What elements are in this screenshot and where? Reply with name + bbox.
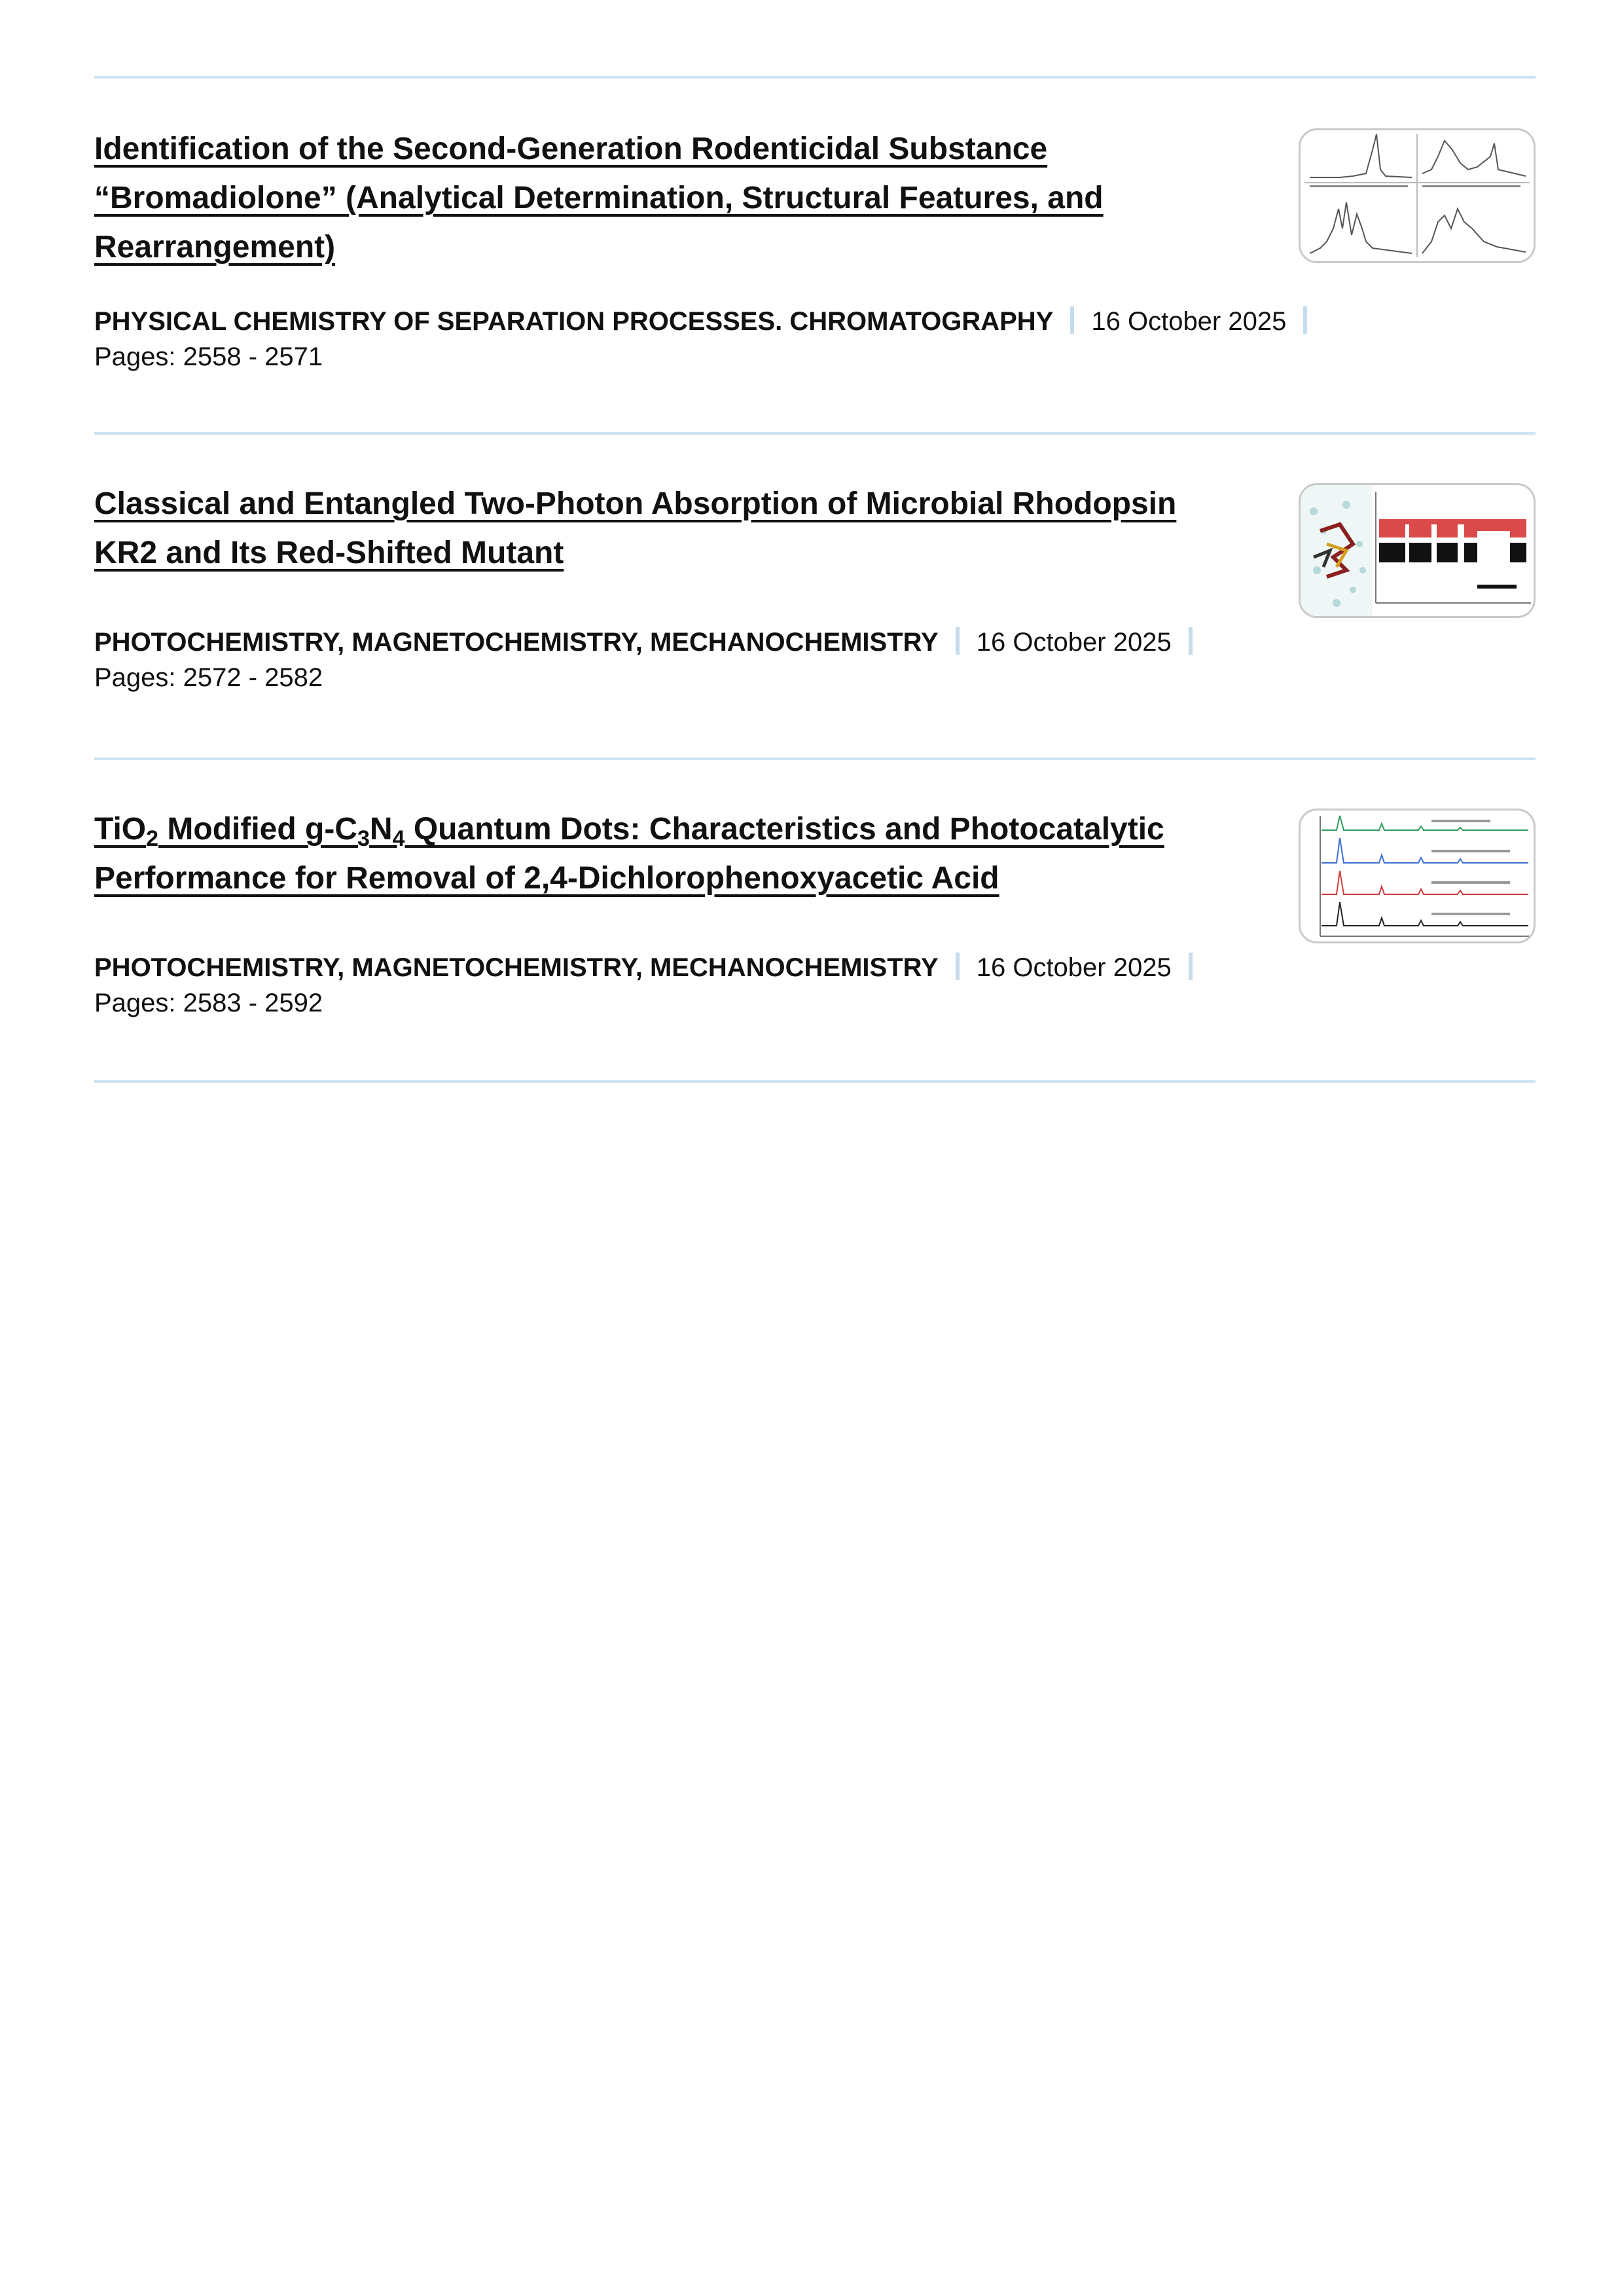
article-section[interactable]: PHOTOCHEMISTRY, MAGNETOCHEMISTRY, MECHANOCHEMISTRY: [94, 953, 939, 982]
article-title-link[interactable]: [94, 812, 1164, 896]
article-item: [94, 805, 1536, 1047]
divider-bottom: [94, 1080, 1536, 1083]
article-item: [94, 124, 1536, 386]
title-line: Performance for Removal of 2,4-Dichlorophenoxyacetic Acid: [94, 861, 999, 896]
meta-separator: [1189, 627, 1193, 655]
article-title: [94, 805, 1246, 903]
title-line: Rearrangement): [94, 230, 336, 264]
rhodopsin-thumbnail-image: [1301, 485, 1534, 616]
chromatogram-thumbnail-image: [1301, 130, 1534, 261]
title-text: TiO: [94, 812, 147, 847]
divider-1: [94, 432, 1536, 435]
xrd-spectra-thumbnail-image: [1301, 811, 1534, 941]
title-text: Quantum Dots: Characteristics and Photocatalytic: [404, 812, 1164, 847]
title-text: N: [369, 812, 393, 847]
title-line: “Bromadiolone” (Analytical Determination, Structural Features, and: [94, 181, 1104, 215]
article-title-link[interactable]: [94, 132, 1104, 264]
title-line: Identification of the Second-Generation Rodenticidal Substance: [94, 132, 1048, 166]
title-text: Modified g-C: [158, 812, 357, 847]
meta-separator: [1189, 953, 1193, 980]
meta-separator: [956, 953, 960, 980]
article-pages: Pages: 2583 - 2592: [94, 989, 323, 1017]
article-thumbnail[interactable]: [1299, 809, 1536, 943]
article-title: [94, 479, 1246, 577]
title-subscript: 3: [357, 826, 370, 851]
meta-separator: [1303, 306, 1307, 334]
article-thumbnail[interactable]: [1299, 483, 1536, 618]
divider-top: [94, 76, 1536, 79]
article-meta: [94, 950, 1210, 985]
title-line: Classical and Entangled Two-Photon Absorption of Microbial Rhodopsin: [94, 486, 1177, 521]
article-date: 16 October 2025: [1091, 307, 1287, 336]
article-pages: Pages: 2558 - 2571: [94, 342, 323, 371]
title-subscript: 2: [146, 826, 159, 851]
article-title: [94, 124, 1246, 272]
article-section[interactable]: PHOTOCHEMISTRY, MAGNETOCHEMISTRY, MECHANOCHEMISTRY: [94, 628, 939, 657]
title-subscript: 4: [392, 826, 405, 851]
divider-2: [94, 757, 1536, 760]
article-title-link[interactable]: [94, 486, 1176, 570]
article-date: 16 October 2025: [976, 628, 1172, 657]
article-pages: Pages: 2572 - 2582: [94, 663, 323, 692]
article-meta: [94, 304, 1324, 339]
article-thumbnail[interactable]: [1299, 128, 1536, 263]
title-line: KR2 and Its Red-Shifted Mutant: [94, 536, 564, 570]
meta-separator: [956, 627, 960, 655]
article-meta: [94, 625, 1210, 660]
title-line: [94, 812, 1164, 851]
article-item: [94, 479, 1536, 721]
article-section[interactable]: PHYSICAL CHEMISTRY OF SEPARATION PROCESSES. CHROMATOGRAPHY: [94, 307, 1054, 336]
article-date: 16 October 2025: [976, 953, 1172, 982]
meta-separator: [1070, 306, 1074, 334]
